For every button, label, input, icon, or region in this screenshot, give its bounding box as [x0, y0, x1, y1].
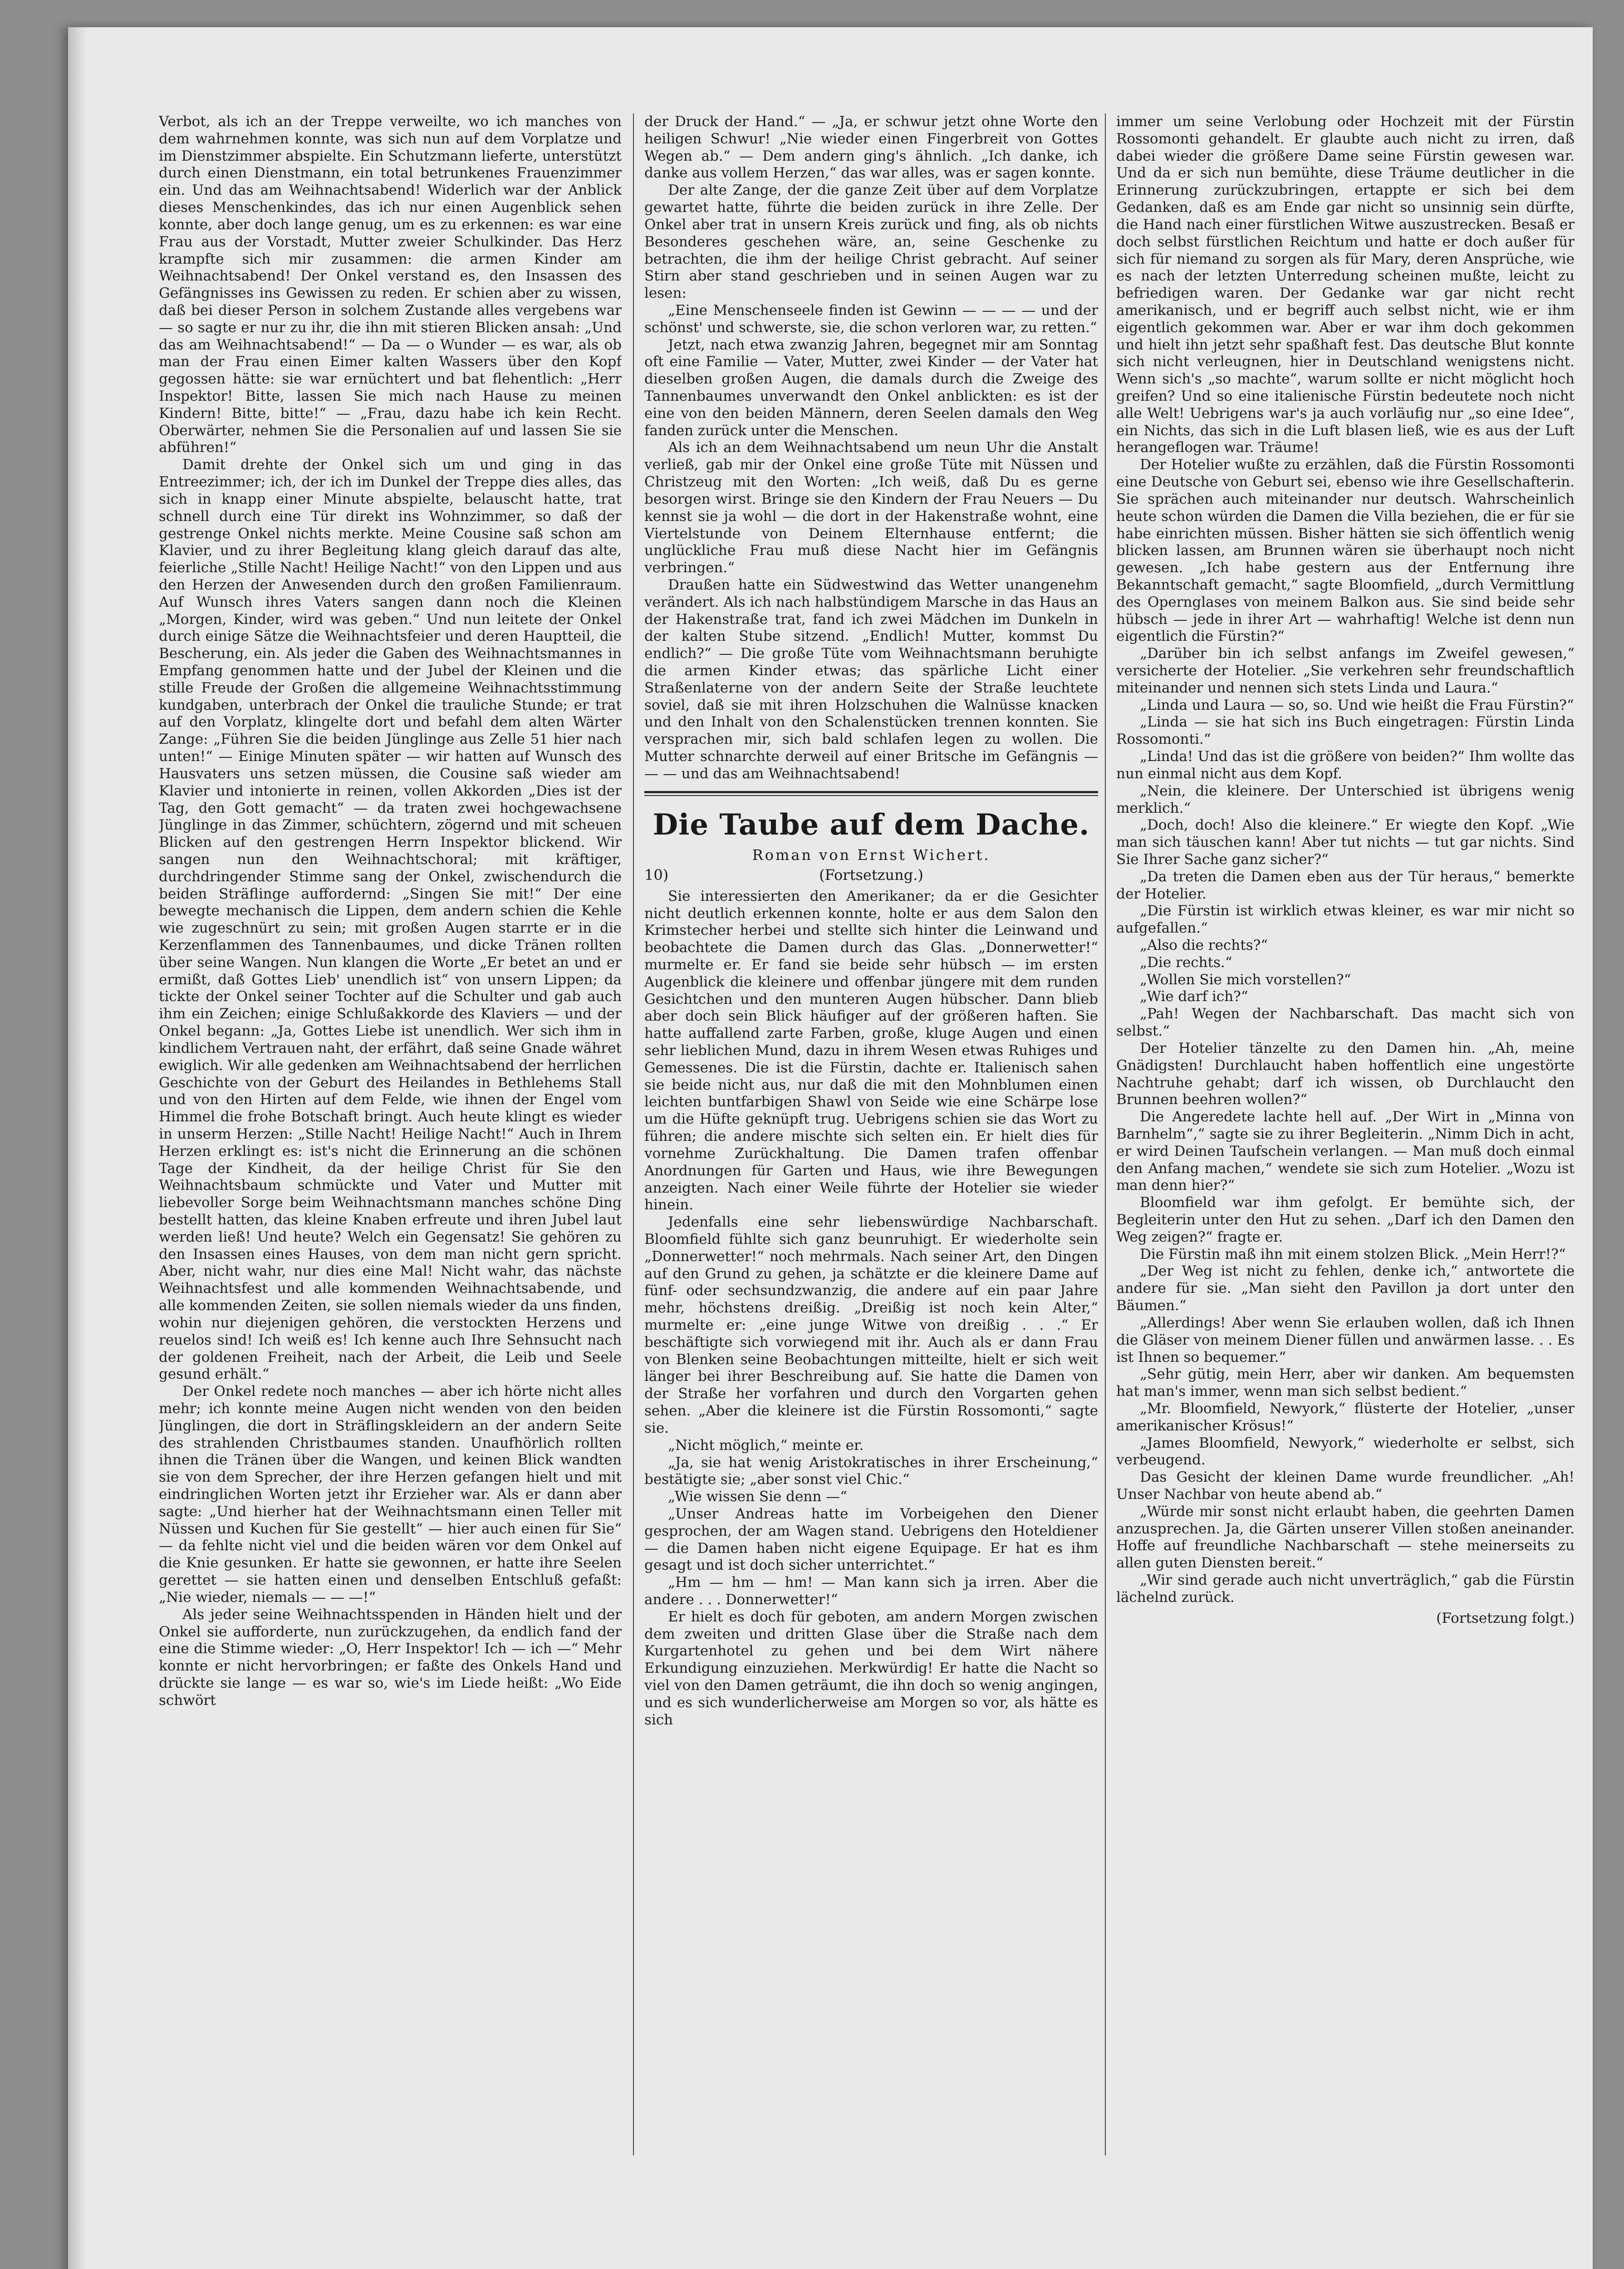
- paragraph: Das Gesicht der kleinen Dame wurde freundlicher. „Ah! Unser Nachbar von heute abend ab.“: [1116, 1469, 1575, 1503]
- to-be-continued: (Fortsetzung folgt.): [1436, 1610, 1575, 1626]
- paragraph: Verbot, als ich an der Treppe verweilte, wo ich manches von dem wahrnehmen konnte, was sich nun auf dem Vorplatze und im Dienstzimmer abspielte. Ein Schutzmann lieferte, unterstützt durch einen Dienstmann, ein total betrunkenes Frauenzimmer ein. Und das am Weihnachtsabend! Widerlich war der Anblick dieses Menschenkindes, das ich nur einen Augenblick sehen konnte, aber doch lange genug, um es zu erkennen: es war eine Frau aus der Vorstadt, Mutter zweier Schulkinder. Das Herz krampfte sich mir zusammen: die armen Kinder am Weihnachtsabend! Der Onkel verstand es, den Insassen des Gefängnisses ins Gewissen zu reden. Er schien aber zu wissen, daß bei dieser Person in solchem Zustande alles vergebens war — so sagte er nur zu ihr, die ihn mit stieren Blicken ansah: „Und das am Weihnachtsabend!“ — Da — o Wunder — es war, als ob man der Frau einen Eimer kalten Wassers über den Kopf gegossen hätte: sie war ernüchtert und bat flehentlich: „Herr Inspektor! Bitte, lassen Sie mich nach Hause zu meinen Kindern! Bitte, bitte!“ — „Frau, dazu habe ich kein Recht. Oberwärter, nehmen Sie die Personalien auf und lassen Sie sie abführen!“: [159, 113, 622, 456]
- paragraph: „Nicht möglich,“ meinte er.: [668, 1437, 864, 1454]
- paragraph: Damit drehte der Onkel sich um und ging in das Entreezimmer; ich, der ich im Dunkel der Treppe dies alles, das sich in knapp einer Minute abspielte, belauscht hatte, trat schnell durch eine Tür direkt ins Wohnzimmer, so daß der gestrenge Onkel nichts merkte. Meine Cousine saß schon am Klavier, und zu ihrer Begleitung klang gleich darauf das alte, feierliche „Stille Nacht! Heilige Nacht!“ von den Lippen und aus den Herzen der Anwesenden durch den großen Familienraum. Auf Wunsch ihres Vaters sangen dann noch die Kleinen „Morgen, Kinder, wird was geben.“ Und nun leitete der Onkel durch einige Sätze die Weihnachtsfeier und deren Hauptteil, die Bescherung, ein. Als jeder die Gaben des Weihnachtsmannes in Empfang genommen hatte und der Jubel der Kleinen und die stille Freude der Großen die allgemeine Weihnachtsstimmung kundgaben, unterbrach der Onkel die trauliche Stunde; er trat auf den Vorplatz, klingelte dort und befahl dem alten Wärter Zange: „Führen Sie die beiden Jünglinge aus Zelle 51 hier nach unten!“ — Einige Minuten später — wir hatten auf Wunsch des Hausvaters uns setzen müssen, die Cousine saß wieder am Klavier und intonierte in reinen, vollen Akkorden „Dies ist der Tag, den Gott gemacht“ — da traten zwei hochgewachsene Jünglinge in das Zimmer, schüchtern, zögernd und mit scheuen Blicken auf den gestrengen Herrn Inspektor blickend. Wir sangen nun den Weihnachtschoral; mit kräftiger, durchdringender Stimme sang der Onkel, zwischendurch die beiden Sträflinge auffordernd: „Singen Sie mit!“ Der eine bewegte mechanisch die Lippen, dem andern schien die Kehle wie zugeschnürt zu sein; mit großen Augen starrte er in die Kerzenflammen des Tannenbaumes, und dicke Tränen rollten über seine Wangen. Nun klangen die Worte „Er betet an und er ermißt, daß Gottes Lieb' unendlich ist“ von unsern Lippen; da tickte der Onkel seiner Tochter auf die Schulter und gab auch ihm ein Zeichen; einige Schlußakkorde des Klaviers — und der Onkel begann: „Ja, Gottes Liebe ist unendlich. Wer sich ihm in kindlichem Vertrauen naht, der erfährt, daß seine Gnade währet ewiglich. Wir alle gedenken am Weihnachtsabend der herrlichen Geschichte von der Geburt des Heilandes in Bethlehems Stall und von den Hirten auf dem Felde, wie ihnen der Engel vom Himmel die frohe Botschaft bringt. Auch heute klingt es wieder in unserm Herzen: „Stille Nacht! Heilige Nacht!“ Auch in Ihrem Herzen erklingt es: ist's nicht die Erinnerung an die schönen Tage der Kindheit, da der heilige Christ für Sie den Weihnachtsbaum schmückte und Vater und Mutter mit liebevoller Sorge beim Weihnachtsmann manches schöne Ding bestellt hatten, das kleine Knaben erfreute und ihren Jubel laut werden ließ! Und heute? Welch ein Gegensatz! Sie gehören zu den Insassen eines Hauses, von dem man nicht gern spricht. Aber, nicht wahr, nur dies eine Mal! Nicht wahr, das nächste Weihnachtsfest und alle kommenden Weihnachtsabende, und alle kommenden Zeiten, sie sollen niemals wieder da uns finden, wohin nur diejenigen gehören, die verstockten Herzens und reuelos sind! Ich weiß es! Ich kenne auch Ihre Sehnsucht nach der goldenen Freiheit, nach der Arbeit, die Leib und Seele gesund erhält.“: [159, 457, 622, 1383]
- paragraph: Als ich an dem Weihnachtsabend um neun Uhr die Anstalt verließ, gab mir der Onkel eine große Tüte mit Nüssen und Christzeug mit den Worten: „Ich weiß, daß Du es gerne besorgen wirst. Bringe sie den Kindern der Frau Neuers — Du kennst sie ja wohl — die dort in der Hakenstraße wohnt, eine Viertelstunde von Deinem Elternhause entfernt; die unglückliche Frau muß diese Nacht hier im Gefängnis verbringen.“: [644, 439, 1098, 576]
- paragraph: „Linda! Und das ist die größere von beiden?“ Ihm wollte das nun einmal nicht aus dem Kopf.: [1116, 748, 1575, 782]
- paragraph: „Mr. Bloomfield, Newyork,“ flüsterte der Hotelier, „unser amerikanischer Krösus!“: [1116, 1400, 1575, 1434]
- paragraph: immer um seine Verlobung oder Hochzeit mit der Fürstin Rossomonti gehandelt. Er glaubte auch nicht zu irren, daß dabei wieder die größere Dame seine Fürstin gewesen war. Und da er sich nun bemühte, diese Träume deutlicher in die Erinnerung zurückzubringen, ertappte er sich bei dem Gedanken, daß es am Ende gar nicht so unsinnig sein dürfte, die Hand nach einer fürstlichen Witwe auszustrecken. Besaß er doch selbst fürstlichen Reichtum und hatte er doch außer für sich für niemand zu sorgen als für Mary, deren Ansprüche, wie es nach der letzten Unterredung scheinen mußte, leicht zu befriedigen waren. Der Gedanke war gar nicht recht amerikanisch, und er begriff auch selbst nicht, wie er ihm eigentlich gekommen war. Aber er war ihm doch gekommen und hielt ihn jetzt sehr spaßhaft fest. Das deutsche Blut konnte sich nicht verleugnen, hier in Deutschland wenigstens nicht. Wenn sich's „so machte“, warum sollte er nicht möglicht hoch greifen? Und so eine italienische Fürstin bedeutete noch nicht alle Welt! Uebrigens war's ja auch vorläufig nur „so eine Idee“, ein Nichts, das sich in die Luft blasen ließ, wie es aus der Luft herangeflogen war. Träume!: [1116, 113, 1575, 456]
- paragraph: „Linda — sie hat sich ins Buch eingetragen: Fürstin Linda Rossomonti.“: [1116, 714, 1575, 748]
- paragraph: „James Bloomfield, Newyork,“ wiederholte er selbst, sich verbeugend.: [1116, 1434, 1575, 1468]
- paragraph: „Die rechts.“: [1140, 954, 1232, 971]
- paragraph: „Eine Menschenseele finden ist Gewinn — — — — und der schönst' und schwerste, sie, die schon verloren war, zu retten.“: [644, 302, 1098, 336]
- continuation-label: (Fortsetzung.): [819, 866, 923, 884]
- paragraph: „Nein, die kleinere. Der Unterschied ist übrigens wenig merklich.“: [1116, 782, 1575, 816]
- paragraph: Jedenfalls eine sehr liebenswürdige Nachbarschaft. Bloomfield fühlte sich ganz beunruhigt. Er wiederholte sein „Donnerwetter!“ noch mehrmals. Nach seiner Art, den Dingen auf den Grund zu gehen, ja schätzte er die kleinere Dame auf fünf- oder sechsundzwanzig, die andere auf ein paar Jahre mehr, höchstens dreißig. „Dreißig ist noch kein Alter,“ murmelte er: „eine junge Witwe von dreißig . . .“ Er beschäftigte sich vorwiegend mit ihr. Auch als er dann Frau von Blenken seine Beobachtungen mitteilte, hielt er sich weit länger bei ihrer Beschreibung auf. Sie hatte die Damen von der Straße her vorfahren und durch den Vorgarten gehen sehen. „Aber die kleinere ist die Fürstin Rossomonti,“ sagte sie.: [644, 1214, 1098, 1436]
- paragraph: „Allerdings! Aber wenn Sie erlauben wollen, daß ich Ihnen die Gläser von meinem Diener füllen und anwärmen lasse. . . Es ist Ihnen so bequemer.“: [1116, 1314, 1575, 1365]
- paragraph: Jetzt, nach etwa zwanzig Jahren, begegnet mir am Sonntag oft eine Familie — Vater, Mutter, zwei Kinder — der Vater hat dieselben großen Augen, die damals durch die Zweige des Tannenbaumes unverwandt den Onkel anblickten: es ist der eine von den beiden Männern, deren Seelen damals den Weg fanden zurück unter die Menschen.: [644, 336, 1098, 439]
- paragraph: „Wir sind gerade auch nicht unverträglich,“ gab die Fürstin lächelnd zurück.: [1116, 1572, 1575, 1606]
- paragraph: „Wollen Sie mich vorstellen?“: [1140, 971, 1351, 988]
- column-divider: [633, 113, 634, 2156]
- paragraph: Bloomfield war ihm gefolgt. Er bemühte sich, der Begleiterin unter den Hut zu sehen. „Darf ich den Damen den Weg zeigen?“ fragte er.: [1116, 1194, 1575, 1245]
- paragraph: „Pah! Wegen der Nachbarschaft. Das macht sich von selbst.“: [1116, 1006, 1575, 1040]
- paragraph: Als jeder seine Weihnachtsspenden in Händen hielt und der Onkel sie aufforderte, nun zurückzugehen, da endlich fand der eine die Stimme wieder: „O, Herr Inspektor! Ich — ich —“ Mehr konnte er nicht hervorbringen; er faßte des Onkels Hand und drückte sie lange — es war so, wie's im Liede heißt: „Wo Eide schwört: [159, 1606, 622, 1709]
- column-1: [159, 113, 622, 2156]
- page-content: [159, 113, 1575, 2156]
- paragraph: „Doch, doch! Also die kleinere.“ Er wiegte den Kopf. „Wie man sich täuschen kann! Aber tut nichts — tut gar nichts. Sind Sie Ihrer Sache ganz sicher?“: [1116, 817, 1575, 868]
- binding-shadow: [68, 27, 86, 2269]
- paragraph: „Der Weg ist nicht zu fehlen, denke ich,“ antwortete die andere für sie. „Man sieht den Pavillon ja dort unter den Bäumen.“: [1116, 1263, 1575, 1314]
- installment-number: 10): [644, 866, 669, 884]
- paragraph: „Wie darf ich?“: [1140, 988, 1248, 1005]
- paragraph: „Also die rechts?“: [1140, 937, 1268, 953]
- paragraph: Draußen hatte ein Südwestwind das Wetter unangenehm verändert. Als ich nach halbstündigem Marsche in das Haus an der Hakenstraße trat, fand ich zwei Mädchen im Dunkeln in der kalten Stube sitzend. „Endlich! Mutter, kommst Du endlich?“ — Die große Tüte vom Weihnachtsmann beruhigte die armen Kinder etwas; das spärliche Licht einer Straßenlaterne von der andern Seite der Straße leuchtete soviel, daß sie mit ihren Holzschuhen die Walnüsse knacken und den Inhalt von den Schalenstücken trennen konnten. Sie versprachen mir, sich bald schlafen legen zu wollen. Die Mutter schnarchte derweil auf einer Britsche im Gefängnis — — — und das am Weihnachtsabend!: [644, 576, 1098, 782]
- paragraph: „Linda und Laura — so, so. Und wie heißt die Frau Fürstin?“: [1140, 697, 1574, 713]
- paragraph: Der alte Zange, der die ganze Zeit über auf dem Vorplatze gewartet hatte, führte die beiden zurück in ihre Zelle. Der Onkel aber trat in unsern Kreis zurück und fing, als ob nichts Besonderes geschehen wäre, an, seine Geschenke zu betrachten, die ihm der heilige Christ gebracht. Auf seiner Stirn aber stand geschrieben und in seinen Augen war zu lesen:: [644, 182, 1098, 302]
- novel-byline: Roman von Ernst Wichert.: [752, 846, 991, 864]
- paragraph: Die Angeredete lachte hell auf. „Der Wirt in „Minna von Barnhelm“,“ sagte sie zu ihrer Begleiterin. „Nimm Dich in acht, er wird Deinen Taufschein verlangen. — Man muß doch einmal den Anfang machen,“ wendete sie sich zum Hotelier. „Wozu ist man denn hier?“: [1116, 1109, 1575, 1194]
- paragraph: „Ja, sie hat wenig Aristokratisches in ihrer Erscheinung,“ bestätigte sie; „aber sonst viel Chic.“: [644, 1454, 1098, 1488]
- paragraph: Sie interessierten den Amerikaner; da er die Gesichter nicht deutlich erkennen konnte, holte er aus dem Salon den Krimstecher herbei und stellte sich hinter die Leinwand und beobachtete die Damen durch das Glas. „Donnerwetter!“ murmelte er. Er fand sie beide sehr hübsch — im ersten Augenblick die kleinere und offenbar jüngere mit dem runden Gesichtchen und den munteren Augen hübscher. Dann blieb aber doch sein Blick häufiger auf der größeren haften. Sie hatte auffallend zarte Farben, große, kluge Augen und einen sehr lieblichen Mund, dazu in ihrem Wesen etwas Ruhiges und Gemessenes. Die ist die Fürstin, dachte er. Italienisch sahen sie beide nicht aus, nur daß die mit den Mohnblumen einen leichten buntfarbigen Shawl von Seide wie eine Schärpe lose um die Hüfte geknüpft trug. Uebrigens schien sie das Wort zu führen; die andere mischte sich selten ein. Er hielt dies für vornehme Zurückhaltung. Die Damen trafen offenbar Anordnungen für Garten und Haus, wie ihre Bewegungen anzeigten. Nach einer Weile führte der Hotelier sie wieder hinein.: [644, 888, 1098, 1213]
- paragraph: „Darüber bin ich selbst anfangs im Zweifel gewesen,“ versicherte der Hotelier. „Sie verkehren sehr freundschaftlich miteinander und nennen sich stets Linda und Laura.“: [1116, 645, 1575, 696]
- novel-installment: [644, 866, 1098, 884]
- column-2: [644, 113, 1098, 2156]
- section-rule-thin: [644, 795, 1098, 796]
- paragraph: „Da treten die Damen eben aus der Tür heraus,“ bemerkte der Hotelier.: [1116, 868, 1575, 902]
- paragraph: der Druck der Hand.“ — „Ja, er schwur jetzt ohne Worte den heiligen Schwur! „Nie wieder einen Fingerbreit von Gottes Wegen ab.“ — Dem andern ging's ähnlich. „Ich danke, ich danke aus vollem Herzen,“ das war alles, was er sagen konnte.: [644, 113, 1098, 182]
- paragraph: „Hm — hm — hm! — Man kann sich ja irren. Aber die andere . . . Donnerwetter!“: [644, 1574, 1098, 1608]
- section-rule: [644, 791, 1098, 793]
- column-3: [1116, 113, 1575, 2156]
- paragraph: Der Onkel redete noch manches — aber ich hörte nicht alles mehr; ich konnte meine Augen nicht wenden von den beiden Jünglingen, die dort in Sträflingskleidern an der andern Seite des strahlenden Christbaumes standen. Unaufhörlich rollten ihnen die Tränen über die Wangen, und keinen Blick wandten sie von dem Sprecher, der ihre Herzen gefangen hielt und mit eindringlichen Worten jetzt ihr Erzieher war. Als er dann aber sagte: „Und hierher hat der Weihnachtsmann einen Teller mit Nüssen und Kuchen für Sie gestellt“ — hier auch einen für Sie“ — da fehlte nicht viel und die beiden wären vor dem Onkel auf die Knie gesunken. Er hatte sie gewonnen, er hatte ihre Seelen gerettet — sie hatten einen und denselben Entschluß gefaßt: „Nie wieder, niemals — — —!“: [159, 1383, 622, 1606]
- paragraph: Der Hotelier wußte zu erzählen, daß die Fürstin Rossomonti eine Deutsche von Geburt sei, ebenso wie ihre Gesellschafterin. Sie sprächen auch miteinander nur deutsch. Wahrscheinlich heute schon würden die Damen die Villa beziehen, die er für sie habe einrichten müssen. Bisher hätten sie sich öffentlich wenig blicken lassen, am Brunnen wären sie überhaupt noch nicht gewesen. „Ich habe gestern aus der Entfernung ihre Bekanntschaft gemacht,“ sagte Bloomfield, „durch Vermittlung des Opernglases von meinem Balkon aus. Sie sind beide sehr hübsch — jede in ihrer Art — wahrhaftig! Welche ist denn nun eigentlich die Fürstin?“: [1116, 457, 1575, 645]
- paragraph: „Unser Andreas hatte im Vorbeigehen den Diener gesprochen, der am Wagen stand. Uebrigens den Hoteldiener — die Damen haben nicht eigene Equipage. Er hat es ihm gesagt und ist doch sicher unterrichtet.“: [644, 1505, 1098, 1574]
- paragraph: „Würde mir sonst nicht erlaubt haben, die geehrten Damen anzusprechen. Ja, die Gärten unserer Villen stoßen aneinander. Hoffe auf freundliche Nachbarschaft — stehe meinerseits zu allen guten Diensten bereit.“: [1116, 1503, 1575, 1572]
- paragraph: Der Hotelier tänzelte zu den Damen hin. „Ah, meine Gnädigsten! Durchlaucht haben hoffentlich eine ungestörte Nachtruhe gehabt; darf ich wissen, ob Durchlaucht den Brunnen beehren wollen?“: [1116, 1040, 1575, 1108]
- column-divider: [1105, 113, 1106, 2156]
- paragraph: „Die Fürstin ist wirklich etwas kleiner, es war mir nicht so aufgefallen.“: [1116, 903, 1575, 937]
- paragraph: Er hielt es doch für geboten, am andern Morgen zwischen dem zweiten und dritten Glase über die Straße nach dem Kurgartenhotel zu gehen und bei dem Wirt nähere Erkundigung einzuziehen. Merkwürdig! Er hatte die Nacht so viel von den Damen geträumt, die ihn doch so wenig angingen, und es sich wunderlicherweise am Morgen so vor, als hätte es sich: [644, 1608, 1098, 1728]
- paragraph: Die Fürstin maß ihn mit einem stolzen Blick. „Mein Herr!?“: [1140, 1246, 1566, 1262]
- paragraph: „Wie wissen Sie denn —“: [668, 1488, 847, 1505]
- paragraph: „Sehr gütig, mein Herr, aber wir danken. Am bequemsten hat man's immer, wenn man sich selbst bedient.“: [1116, 1366, 1575, 1400]
- novel-title: Die Taube auf dem Dache.: [653, 807, 1090, 842]
